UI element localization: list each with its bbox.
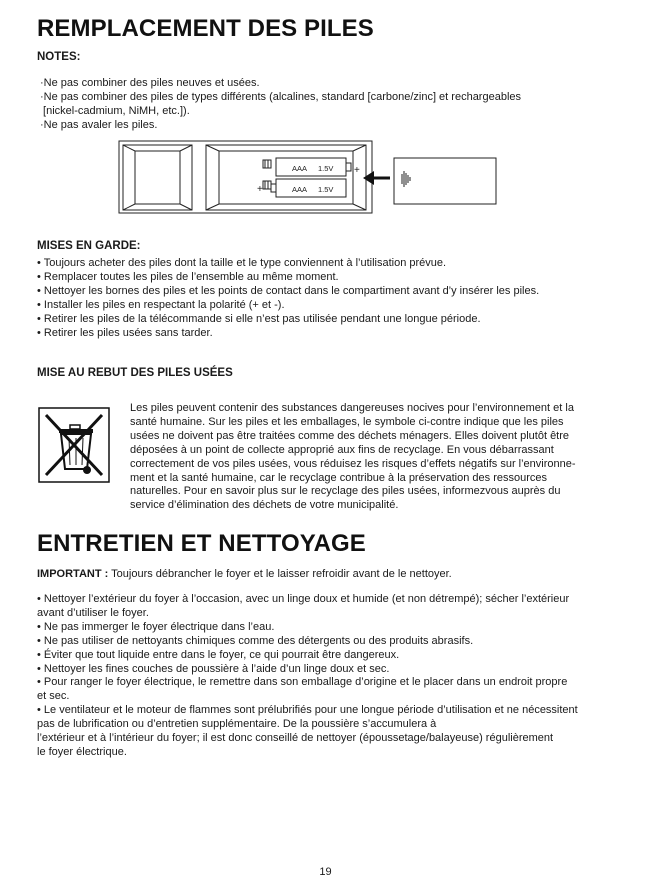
important-label: IMPORTANT : <box>37 568 109 580</box>
warning-item: • Retirer les piles usées sans tarder. <box>37 326 213 339</box>
warnings-list <box>37 257 539 340</box>
maintenance-line: et sec. <box>37 690 70 703</box>
disposal-line: santé humaine. Sur les piles et les emballages, le symbole ci-contre indique que les piles <box>130 415 564 428</box>
maintenance-line: pas de lubrification ou d’entretien supplémentaire. De la poussière s’accumulera à <box>37 718 437 731</box>
note-line: ·Ne pas combiner des piles de types différents (alcalines, standard [carbone/zinc] et rechargeables <box>40 90 522 103</box>
disposal-line: naturelles. Pour en savoir plus sur le recyclage des piles usées, informezvous auprès du <box>130 485 561 498</box>
warning-item: • Toujours acheter des piles dont la taille et le type conviennent à l’utilisation prévue. <box>37 257 447 269</box>
warnings-heading: MISES EN GARDE: <box>37 240 141 252</box>
maintenance-line: avant d’utiliser le foyer. <box>37 606 149 619</box>
plus-sign: + <box>257 184 263 195</box>
warning-item: • Nettoyer les bornes des piles et les points de contact dans le compartiment avant d’y insérer les piles. <box>37 284 540 297</box>
maintenance-line: • Le ventilateur et le moteur de flammes sont prélubrifiés pour une longue période d’utilisation et ne nécessitent <box>37 704 578 717</box>
note-line: ·Ne pas combiner des piles neuves et usées. <box>40 77 260 89</box>
warning-item: • Installer les piles en respectant la polarité (+ et -). <box>37 298 285 311</box>
maintenance-list <box>37 593 578 760</box>
important-notice <box>37 568 452 582</box>
maintenance-line: • Ne pas immerger le foyer électrique dans l’eau. <box>37 620 275 633</box>
maintenance-line: • Nettoyer les fines couches de poussière à l’aide d’un linge doux et sec. <box>37 662 390 675</box>
note-line: ·Ne pas avaler les piles. <box>40 118 158 131</box>
important-text: Toujours débrancher le foyer et le laisser refroidir avant de le nettoyer. <box>108 568 452 580</box>
notes-heading: NOTES: <box>37 51 81 63</box>
maintenance-line: le foyer électrique. <box>37 745 127 758</box>
maintenance-line: • Éviter que tout liquide entre dans le foyer, ce qui pourrait être dangereux. <box>37 648 400 661</box>
disposal-line: service d’élimination des déchets de votre municipalité. <box>130 499 399 512</box>
battery-2-voltage: 1.5V <box>318 185 334 194</box>
section-title-battery-replacement: REMPLACEMENT DES PILES <box>37 15 374 42</box>
battery-1-voltage: 1.5V <box>318 164 334 173</box>
battery-1-type: AAA <box>292 164 308 173</box>
battery-cover <box>123 145 192 210</box>
battery-compartment <box>206 145 366 210</box>
note-line: [nickel-cadmium, NiMH, etc.]). <box>40 104 190 117</box>
warning-item: • Remplacer toutes les piles de l’ensemble au même moment. <box>37 270 339 283</box>
battery-diagram <box>118 140 503 215</box>
disposal-line: correctement de vos piles usées, vous réduisez les risques d’effets négatifs sur l’environne- <box>130 457 576 470</box>
notes-list <box>40 77 521 133</box>
remote-end-icon <box>394 158 496 204</box>
maintenance-line: • Nettoyer l’extérieur du foyer à l’occasion, avec un linge doux et humide (et non détrempé); sécher l’extérieur <box>37 593 570 605</box>
disposal-line: Les piles peuvent contenir des substances dangereuses nocives pour l’environnement et la <box>130 402 574 414</box>
disposal-line: ment et la santé humaine, car le recyclage contribue à la préservation des ressources <box>130 471 547 484</box>
page-number: 19 <box>319 866 332 878</box>
maintenance-line: • Pour ranger le foyer électrique, le remettre dans son emballage d’origine et le placer dans un endroit propre <box>37 676 568 689</box>
section-title-maintenance-cleaning: ENTRETIEN ET NETTOYAGE <box>37 530 366 557</box>
maintenance-line: l’extérieur et à l’intérieur du foyer; il est donc conseillé de nettoyer (époussetage/balayeuse) régulièrement <box>37 732 554 745</box>
disposal-line: usées ne doivent pas être traitées comme des déchets ménagers. Elles doivent plutôt être <box>130 429 570 442</box>
disposal-line: déposées à un point de collecte approprié aux fins de recyclage. En vous débarrassant <box>130 443 554 456</box>
disposal-text <box>130 402 576 513</box>
disposal-heading: MISE AU REBUT DES PILES USÉES <box>37 367 233 379</box>
crossed-out-wheelie-bin-icon <box>38 407 110 483</box>
warning-item: • Retirer les piles de la télécommande si elle n’est pas utilisée pendant une longue période. <box>37 312 481 325</box>
maintenance-line: • Ne pas utiliser de nettoyants chimiques comme des détergents ou des produits abrasifs. <box>37 634 474 647</box>
plus-sign: + <box>354 165 360 176</box>
battery-2-type: AAA <box>292 185 308 194</box>
